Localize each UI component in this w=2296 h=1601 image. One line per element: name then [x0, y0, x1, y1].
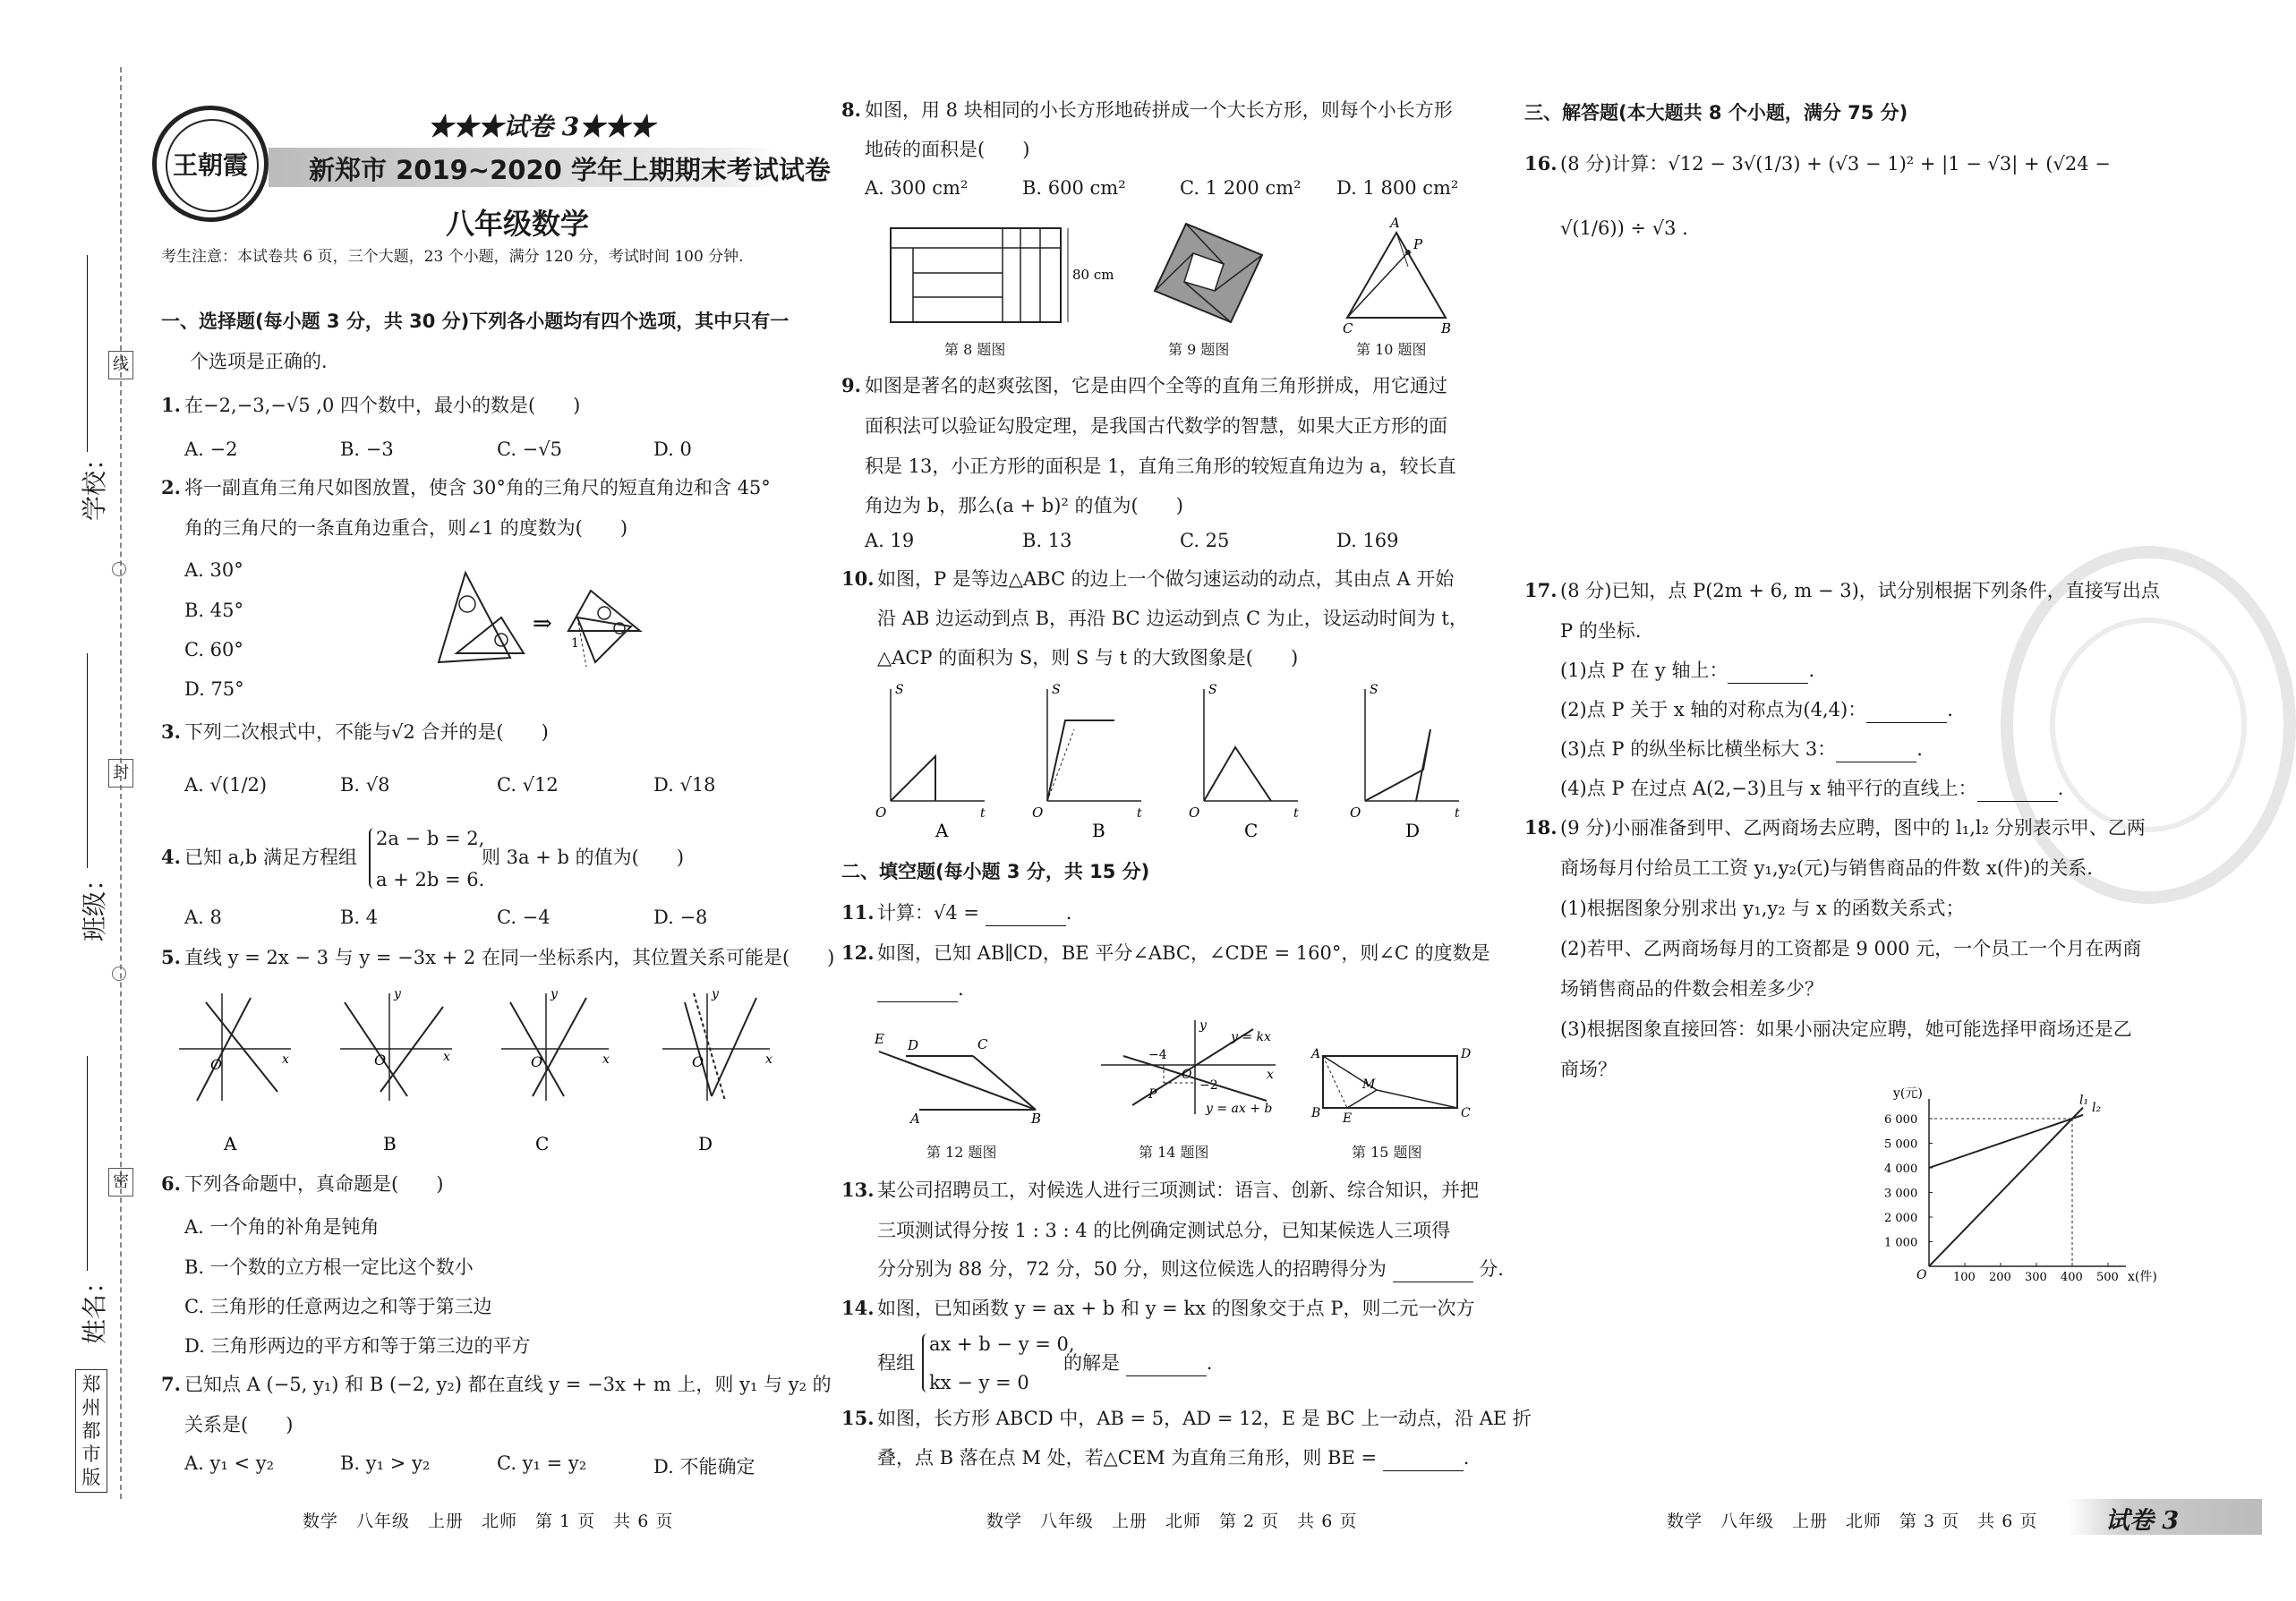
q3-num: 3. — [161, 720, 181, 743]
caption-fig15: 第 15 题图 — [1352, 1144, 1422, 1161]
name-blank — [87, 1056, 88, 1271]
q14-num: 14. — [841, 1297, 875, 1319]
q9-text-1: 如图是著名的赵爽弦图，它是由四个全等的直角三角形拼成，用它通过 — [865, 375, 1447, 396]
section3-heading: 三、解答题(本大题共 8 个小题，满分 75 分) — [1524, 102, 1908, 123]
q18-text-2: 商场每月付给员工工资 y₁,y₂(元)与销售商品的件数 x(件)的关系. — [1560, 857, 2093, 879]
svg-text:y: y — [1199, 1018, 1207, 1033]
q18-wage-chart — [1880, 1086, 2157, 1293]
q13-text-3-line — [877, 1256, 1504, 1282]
chart-origin: O — [1916, 1268, 1927, 1282]
svg-text:−2: −2 — [1199, 1078, 1218, 1093]
q15-text-1: 如图，长方形 ABCD 中，AB = 5，AD = 12，E 是 BC 上一动点，沿 AE 折 — [877, 1408, 1532, 1429]
exam-title: 新郑市 2019~2020 学年上期期末考试试卷 — [309, 155, 831, 185]
q10-graph-c — [1189, 683, 1299, 821]
q5-label-a: A — [224, 1133, 237, 1154]
q18-part3b: 商场？ — [1560, 1059, 1617, 1080]
q6-opt-a: A. 一个角的补角是钝角 — [184, 1216, 380, 1238]
logo-text: 王朝霞 — [172, 150, 248, 180]
q12-figure — [870, 1020, 1067, 1127]
q10-graph-a — [875, 683, 986, 821]
footer-page-2: 数学 八年级 上册 北师 第 2 页 共 6 页 — [986, 1512, 1358, 1531]
chart-series-line-2 — [1929, 1115, 2083, 1168]
q2-opt-a: A. 30° — [184, 559, 243, 581]
q13-text-1: 某公司招聘员工，对候选人进行三项测试：语言、创新、综合知识，并把 — [877, 1179, 1479, 1201]
q8-text-2: 地砖的面积是( ) — [865, 139, 1030, 160]
q17-part3-blank[interactable] — [1836, 744, 1916, 762]
chart-y-tick-label: 6 000 — [1884, 1113, 1918, 1127]
svg-text:O: O — [1189, 805, 1200, 821]
q18-part2b: 场销售商品的件数会相差多少？ — [1560, 978, 1823, 1000]
q2-text-2: 角的三角尺的一条直角边重合，则∠1 的度数为( ) — [184, 517, 628, 539]
q2-opt-b: B. 45° — [184, 600, 244, 621]
svg-text:⇒: ⇒ — [533, 610, 552, 637]
q1-opt-a: A. −2 — [184, 439, 238, 460]
q4-opt-d: D. −8 — [653, 907, 708, 928]
q14-answer-blank[interactable] — [1126, 1358, 1207, 1376]
svg-text:C: C — [1343, 320, 1353, 336]
q4-opt-a: A. 8 — [184, 907, 222, 928]
q4-opt-c: C. −4 — [497, 907, 551, 928]
q12-num: 12. — [841, 941, 875, 964]
q4-text: 已知 a,b 满足方程组 — [184, 847, 357, 868]
svg-text:y = ax + b: y = ax + b — [1206, 1102, 1273, 1116]
svg-text:D: D — [908, 1037, 919, 1053]
q2-opt-c: C. 60° — [184, 639, 243, 660]
q18-part2: (2)若甲、乙两商场每月的工资都是 9 000 元，一个员工一个月在两商 — [1560, 938, 2142, 959]
q17-part4-line: (4)点 P 在过点 A(2,−3)且与 x 轴平行的直线上： . — [1560, 775, 2063, 802]
chart-x-tick-label: 400 — [2061, 1271, 2083, 1284]
q2-figure — [421, 564, 653, 680]
logo-seal — [152, 106, 269, 222]
q9-text-3: 积是 13，小正方形的面积是 1，直角三角形的较短直角边为 a，较长直 — [865, 456, 1456, 477]
svg-text:O: O — [1032, 805, 1044, 821]
q14-text-1: 如图，已知函数 y = ax + b 和 y = kx 的图象交于点 P，则二元一次方 — [877, 1298, 1475, 1319]
q8-figure — [886, 224, 1137, 331]
chart-series-label-2: l₂ — [2092, 1100, 2102, 1115]
svg-text:−4: −4 — [1148, 1048, 1167, 1062]
q5-graph-a — [179, 993, 291, 1101]
seal-mark-feng: 封 — [108, 759, 133, 788]
svg-text:y: y — [394, 987, 401, 1001]
chart-series-label-1: l₁ — [2079, 1093, 2089, 1108]
q9-opt-b: B. 13 — [1022, 530, 1072, 551]
caption-fig8: 第 8 题图 — [944, 341, 1006, 358]
q11-answer-blank[interactable] — [986, 907, 1066, 926]
q4-num: 4. — [161, 846, 181, 868]
svg-text:C: C — [977, 1036, 988, 1052]
q5-label-d: D — [698, 1133, 713, 1154]
svg-text:B: B — [1031, 1111, 1042, 1127]
q17-part2-line: (2)点 P 关于 x 轴的对称点为(4,4)： . — [1560, 696, 1953, 723]
svg-text:A: A — [1311, 1047, 1321, 1061]
q3-opt-c: C. √12 — [497, 774, 559, 796]
q13-unit: 分. — [1479, 1258, 1504, 1280]
q17-part3-line: (3)点 P 的纵坐标比横坐标大 3： . — [1560, 736, 1923, 762]
svg-text:x: x — [602, 1052, 610, 1067]
svg-text:A: A — [1390, 215, 1400, 231]
q13-num: 13. — [841, 1179, 875, 1201]
svg-text:A: A — [910, 1111, 920, 1127]
q7-opt-a: A. y₁ < y₂ — [184, 1452, 275, 1474]
class-blank — [87, 653, 88, 868]
q1-opt-c: C. −√5 — [497, 439, 563, 460]
svg-text:S: S — [1208, 683, 1217, 697]
caption-fig9: 第 9 题图 — [1168, 341, 1230, 358]
chart-y-tick-label: 3 000 — [1884, 1187, 1918, 1201]
chart-y-label: y(元) — [1893, 1086, 1923, 1101]
q10-label-d: D — [1405, 820, 1421, 841]
binding-hole-icon — [112, 562, 126, 576]
svg-text:x: x — [765, 1052, 772, 1067]
q8-opt-d: D. 1 800 cm² — [1336, 177, 1459, 199]
q6-opt-c: C. 三角形的任意两边之和等于第三边 — [184, 1296, 492, 1317]
q4-sys-1: 2a − b = 2, — [376, 828, 485, 849]
caption-fig14: 第 14 题图 — [1139, 1144, 1209, 1161]
chart-x-tick-label: 300 — [2025, 1271, 2047, 1284]
chart-y-tick-label: 5 000 — [1884, 1137, 1918, 1152]
svg-text:y: y — [551, 987, 558, 1001]
q16-num: 16. — [1524, 152, 1558, 175]
q9-text-2: 面积法可以验证勾股定理，是我国古代数学的智慧，如果大正方形的面 — [865, 415, 1447, 437]
q18-part3: (3)根据图象直接回答：如果小丽决定应聘，她可能选择甲商场还是乙 — [1560, 1018, 2132, 1040]
q10-text-1: 如图，P 是等边△ABC 的边上一个做匀速运动的动点，其由点 A 开始 — [877, 568, 1455, 590]
q17-part1: (1)点 P 在 y 轴上： — [1560, 660, 1728, 681]
q17-part3: (3)点 P 的纵坐标比横坐标大 3： — [1560, 738, 1837, 760]
q5-graph-d — [662, 987, 772, 1101]
q17-text-1: (8 分)已知，点 P(2m + 6, m − 3)，试分别根据下列条件，直接写出点 — [1560, 580, 2160, 601]
q7-opt-c: C. y₁ = y₂ — [497, 1452, 587, 1474]
section2-heading: 二、填空题(每小题 3 分，共 15 分) — [841, 861, 1150, 882]
q5-text: 直线 y = 2x − 3 与 y = −3x + 2 在同一坐标系内，其位置关系可能是( ) — [184, 947, 835, 968]
q14-figure — [1097, 1016, 1285, 1123]
q10-graphs — [868, 676, 1477, 846]
svg-text:t: t — [1455, 806, 1460, 821]
q17-part2-blank[interactable] — [1866, 704, 1947, 723]
q6-num: 6. — [161, 1172, 181, 1195]
q9-opt-d: D. 169 — [1336, 530, 1399, 551]
svg-text:C: C — [1461, 1106, 1471, 1120]
svg-text:x: x — [282, 1052, 289, 1067]
school-blank — [87, 255, 88, 452]
q9-text-4: 角边为 b，那么(a + b)² 的值为( ) — [865, 495, 1183, 516]
svg-text:O: O — [1350, 805, 1361, 821]
svg-text:S: S — [895, 683, 904, 697]
chart-y-tick-label: 2 000 — [1884, 1212, 1918, 1225]
chart-x-tick-label: 200 — [1989, 1271, 2011, 1284]
svg-text:O: O — [210, 1056, 223, 1073]
svg-text:O: O — [531, 1053, 543, 1070]
q5-label-c: C — [535, 1133, 550, 1154]
svg-text:t: t — [980, 806, 986, 821]
q17-part4-blank[interactable] — [1977, 783, 2058, 802]
svg-text:x: x — [1267, 1068, 1274, 1082]
q8-dimension: 80 cm — [1072, 267, 1114, 283]
q3-opt-b: B. √8 — [340, 774, 390, 796]
q8-text-1: 如图，用 8 块相同的小长方形地砖拼成一个大长方形，则每个小长方形 — [865, 99, 1453, 121]
svg-text:P: P — [1148, 1087, 1157, 1102]
svg-text:x: x — [443, 1050, 450, 1064]
q10-label-c: C — [1244, 820, 1259, 841]
q15-num: 15. — [841, 1407, 875, 1429]
q16-text: (8 分)计算：√12 − 3√(1/3) + (√3 − 1)² + |1 − √3| + (√24 − — [1560, 153, 2111, 175]
chart-x-label: x(件) — [2128, 1270, 2157, 1284]
svg-text:P: P — [1413, 236, 1423, 252]
seal-mark-xian: 线 — [108, 351, 133, 379]
q7-text-2: 关系是( ) — [184, 1414, 294, 1435]
q1-text: 在−2,−3,−√5 ,0 四个数中，最小的数是( ) — [184, 395, 581, 416]
q15-answer-blank[interactable] — [1383, 1452, 1464, 1471]
footer-page-3: 数学 八年级 上册 北师 第 3 页 共 6 页 — [1667, 1512, 2038, 1531]
q2-text-1: 将一副直角三角尺如图放置，使含 30°角的三角尺的短直角边和含 45° — [184, 477, 771, 498]
q13-text-3: 分分别为 88 分，72 分，50 分，则这位候选人的招聘得分为 — [877, 1258, 1387, 1280]
q10-num: 10. — [841, 567, 875, 590]
q10-figure — [1338, 215, 1464, 336]
q13-text-2: 三项测试得分按 1 : 3 : 4 的比例确定测试总分，已知某候选人三项得 — [877, 1220, 1451, 1241]
q15-text-2-line: 叠，点 B 落在点 M 处，若△CEM 为直角三角形，则 BE = . — [877, 1444, 1469, 1471]
exam-notice: 考生注意：本试卷共 6 页，三个大题，23 个小题，满分 120 分，考试时间 100 分钟. — [161, 248, 744, 266]
svg-text:S: S — [1052, 683, 1061, 697]
subject-title: 八年级数学 — [446, 207, 590, 241]
q11-text: 计算：√4 = . — [877, 899, 1071, 926]
chart-series-line-1 — [1929, 1108, 2083, 1266]
q4-opt-b: B. 4 — [340, 907, 379, 928]
q5-figure — [170, 984, 797, 1163]
caption-fig10: 第 10 题图 — [1356, 341, 1427, 358]
q9-opt-c: C. 25 — [1180, 530, 1230, 551]
q1-opt-b: B. −3 — [340, 439, 394, 460]
q5-graph-c — [501, 987, 610, 1101]
svg-text:1: 1 — [571, 636, 579, 651]
q12-answer-blank[interactable] — [877, 984, 958, 1002]
svg-text:M: M — [1362, 1077, 1376, 1092]
q6-text: 下列各命题中，真命题是( ) — [184, 1173, 444, 1195]
q10-text-3: △ACP 的面积为 S，则 S 与 t 的大致图象是( ) — [877, 647, 1299, 669]
q17-num: 17. — [1524, 579, 1558, 601]
q16-text-2: √(1/6)) ÷ √3 . — [1560, 217, 1688, 239]
q17-part1-blank[interactable] — [1728, 665, 1808, 684]
q18-text-1: (9 分)小丽准备到甲、乙两商场去应聘，图中的 l₁,l₂ 分别表示甲、乙两 — [1560, 817, 2146, 839]
q11-stem: 计算：√4 = — [877, 902, 980, 924]
q3-text: 下列二次根式中，不能与√2 合并的是( ) — [184, 721, 549, 743]
q10-graph-b — [1032, 683, 1142, 821]
q3-opt-a: A. √(1/2) — [184, 774, 268, 796]
q6-opt-b: B. 一个数的立方根一定比这个数小 — [184, 1256, 474, 1278]
q2-opt-d: D. 75° — [184, 678, 244, 700]
svg-text:B: B — [1441, 320, 1452, 336]
svg-text:D: D — [1461, 1047, 1472, 1061]
q8-num: 8. — [841, 98, 861, 121]
svg-text:O: O — [1182, 1068, 1192, 1082]
q10-text-2: 沿 AB 边运动到点 B，再沿 BC 边运动到点 C 为止，设运动时间为 t， — [877, 608, 1468, 629]
footer-badge: 试卷 3 — [2105, 1507, 2180, 1535]
q5-num: 5. — [161, 946, 181, 968]
q15-figure — [1307, 1038, 1477, 1126]
q8-opt-a: A. 300 cm² — [865, 177, 969, 199]
school-label: 学校： — [80, 445, 110, 522]
q10-label-a: A — [935, 820, 949, 841]
exam-number-label: ★★★试卷 3★★★ — [428, 112, 655, 141]
svg-text:E: E — [1343, 1111, 1353, 1126]
q11-num: 11. — [841, 901, 875, 924]
q17-text-2: P 的坐标. — [1560, 620, 1642, 642]
q9-figure — [1150, 219, 1267, 327]
binding-hole-icon — [112, 967, 126, 981]
svg-text:t: t — [1137, 806, 1142, 821]
section1-heading: 一、选择题(每小题 3 分，共 30 分)下列各小题均有四个选项，其中只有一 — [161, 311, 790, 332]
q13-answer-blank[interactable] — [1393, 1264, 1473, 1282]
chart-x-tick-label: 100 — [1953, 1271, 1976, 1284]
q4-tail: 则 3a + b 的值为( ) — [482, 847, 685, 868]
q18-num: 18. — [1524, 816, 1558, 839]
seal-mark-mi: 密 — [108, 1168, 133, 1196]
q10-label-b: B — [1092, 820, 1105, 841]
q2-num: 2. — [161, 476, 181, 498]
q1-opt-d: D. 0 — [653, 439, 692, 460]
q17-part2: (2)点 P 关于 x 轴的对称点为(4,4)： — [1560, 699, 1867, 720]
q18-part1: (1)根据图象分别求出 y₁,y₂ 与 x 的函数关系式； — [1560, 898, 1965, 919]
q7-opt-d: D. 不能确定 — [653, 1456, 755, 1478]
svg-text:E: E — [875, 1031, 884, 1047]
svg-text:S: S — [1370, 683, 1378, 697]
q5-graph-b — [340, 987, 452, 1101]
chart-y-tick-label: 1 000 — [1884, 1236, 1918, 1250]
q15-text-2: 叠，点 B 落在点 M 处，若△CEM 为直角三角形，则 BE = — [877, 1447, 1378, 1469]
svg-text:B: B — [1311, 1106, 1321, 1120]
name-label: 姓名： — [80, 1268, 110, 1345]
svg-text:O: O — [692, 1053, 704, 1070]
q8-opt-c: C. 1 200 cm² — [1180, 177, 1302, 199]
watermark-seal-inner — [2050, 617, 2247, 832]
q12-text: 如图，已知 AB∥CD，BE 平分∠ABC，∠CDE = 160°，则∠C 的度数是 — [877, 942, 1490, 964]
section1-heading-cont: 个选项是正确的. — [190, 351, 328, 372]
q8-opt-b: B. 600 cm² — [1022, 177, 1126, 199]
q14-sys-2: kx − y = 0 — [929, 1372, 1029, 1393]
chart-y-tick-label: 4 000 — [1884, 1162, 1918, 1176]
svg-text:y: y — [712, 987, 719, 1001]
q7-opt-b: B. y₁ > y₂ — [340, 1452, 431, 1474]
q10-graph-d — [1350, 683, 1460, 821]
q5-label-b: B — [383, 1133, 397, 1154]
q14-tail-line: 的解是 . — [1063, 1350, 1212, 1376]
q17-part4: (4)点 P 在过点 A(2,−3)且与 x 轴平行的直线上： — [1560, 778, 1977, 799]
q12-answer-line: . — [877, 975, 964, 1002]
q1-num: 1. — [161, 394, 181, 416]
footer-page-1: 数学 八年级 上册 北师 第 1 页 共 6 页 — [303, 1512, 674, 1531]
q14-sys-1: ax + b − y = 0, — [929, 1333, 1075, 1355]
edition-label: 郑州都市版 — [75, 1369, 107, 1493]
class-label: 班级： — [80, 865, 110, 942]
chart-x-tick-label: 500 — [2096, 1271, 2119, 1284]
q6-opt-d: D. 三角形两边的平方和等于第三边的平方 — [184, 1335, 531, 1357]
q7-text-1: 已知点 A (−5, y₁) 和 B (−2, y₂) 都在直线 y = −3x + m 上，则 y₁ 与 y₂ 的 — [184, 1374, 832, 1395]
q9-opt-a: A. 19 — [865, 530, 915, 551]
q7-num: 7. — [161, 1373, 181, 1395]
svg-text:y = kx: y = kx — [1231, 1030, 1271, 1044]
svg-text:O: O — [875, 805, 887, 821]
svg-text:O: O — [374, 1052, 387, 1069]
q3-opt-d: D. √18 — [653, 774, 716, 796]
q17-part1-line: (1)点 P 在 y 轴上： . — [1560, 657, 1814, 684]
q14-pre: 程组 — [877, 1352, 915, 1374]
svg-text:t: t — [1293, 806, 1299, 821]
q9-num: 9. — [841, 374, 861, 396]
caption-fig12: 第 12 题图 — [926, 1144, 997, 1161]
q14-tail: 的解是 — [1063, 1352, 1120, 1374]
q4-sys-2: a + 2b = 6. — [376, 869, 485, 890]
